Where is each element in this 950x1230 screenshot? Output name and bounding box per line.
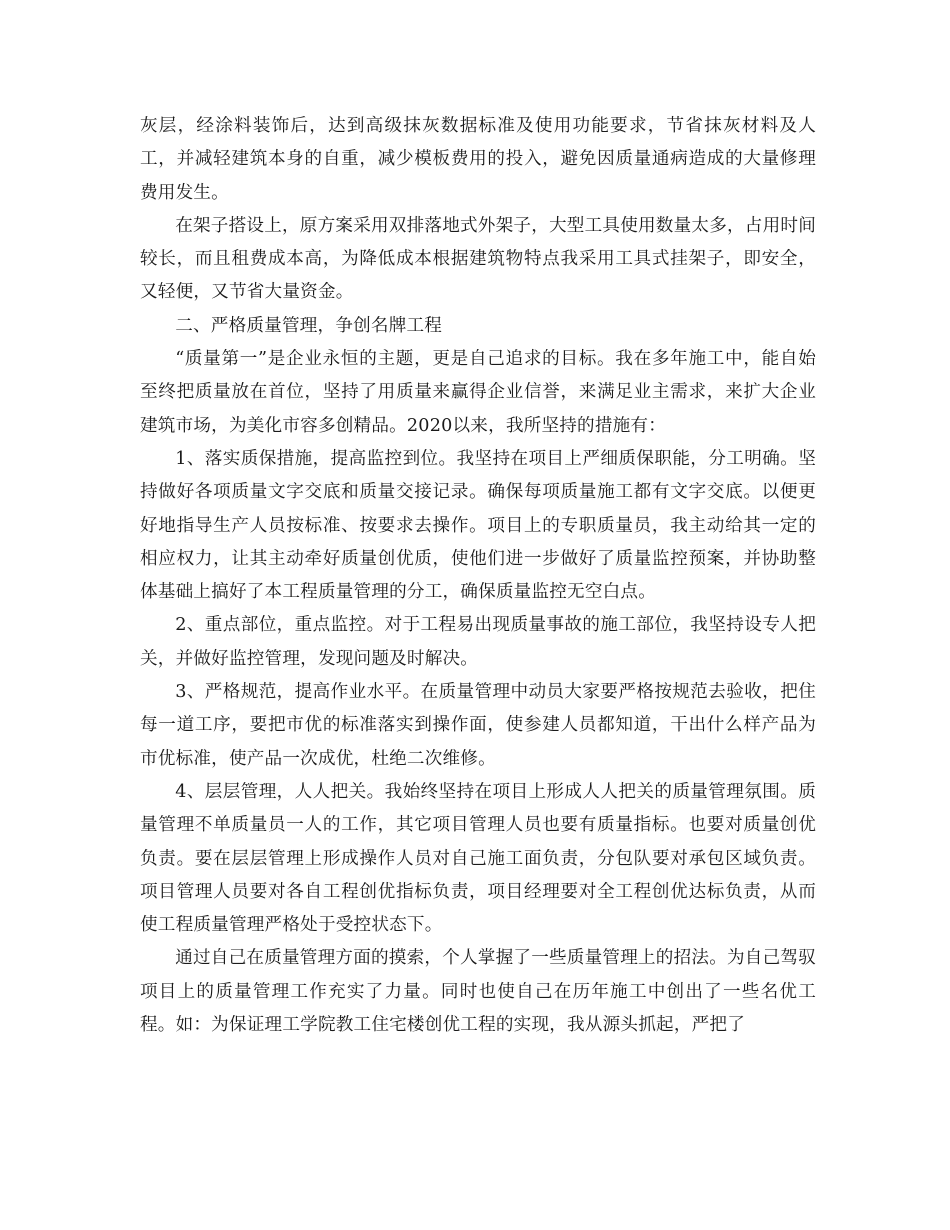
paragraph-7: 4、层层管理，人人把关。我始终坚持在项目上形成人人把关的质量管理氛围。质量管理不单质量员一人的工作，其它项目管理人员也要有质量指标。也要对质量创优负责。要在层层管理上形成操作人员对自己施工面负责，分包队要对承包区域负责。项目管理人员要对各自工程创优指标负责，项目经理要对全工程创优达标负责，从而使工程质量管理严格处于受控状态下。 (140, 781, 816, 936)
section-heading: 二、严格质量管理，争创名牌工程 (175, 315, 443, 336)
paragraph-3: “质量第一”是企业永恒的主题，更是自己追求的目标。我在多年施工中，能自始至终把质量放在首位，坚持了用质量来赢得企业信誉，来满足业主需求，来扩大企业建筑市场，为美化市容多创精品。2020以来，我所坚持的措施有： (140, 349, 816, 436)
paragraph-5: 2、重点部位，重点监控。对于工程易出现质量事故的施工部位，我坚持设专人把关，并做好监控管理，发现问题及时解决。 (140, 615, 816, 669)
paragraph-1: 灰层，经涂料装饰后，达到高级抹灰数据标准及使用功能要求，节省抹灰材料及人工，并减轻建筑本身的自重，减少模板费用的投入，避免因质量通病造成的大量修理费用发生。 (140, 116, 816, 203)
document-body (140, 110, 816, 1042)
paragraph-2: 在架子搭设上，原方案采用双排落地式外架子，大型工具使用数量太多，占用时间较长，而且租费成本高，为降低成本根据建筑物特点我采用工具式挂架子，即安全，又轻便，又节省大量资金。 (140, 215, 816, 303)
paragraph-4: 1、落实质保措施，提高监控到位。我坚持在项目上严细质保职能，分工明确。坚持做好各项质量文字交底和质量交接记录。确保每项质量施工都有文字交底。以便更好地指导生产人员按标准、按要求去操作。项目上的专职质量员，我主动给其一定的相应权力，让其主动牵好质量创优质，使他们进一步做好了质量监控预案，并协助整体基础上搞好了本工程质量管理的分工，确保质量监控无空白点。 (140, 448, 816, 603)
paragraph-6: 3、严格规范，提高作业水平。在质量管理中动员大家要严格按规范去验收，把住每一道工序，要把市优的标准落实到操作面，使参建人员都知道，干出什么样产品为市优标准，使产品一次成优，杜绝二次维修。 (140, 682, 816, 769)
paragraph-8: 通过自己在质量管理方面的摸索，个人掌握了一些质量管理上的招法。为自己驾驭项目上的质量管理工作充实了力量。同时也使自己在历年施工中创出了一些名优工程。如：为保证理工学院教工住宅楼创优工程的实现，我从源头抓起，严把了 (140, 948, 816, 1036)
